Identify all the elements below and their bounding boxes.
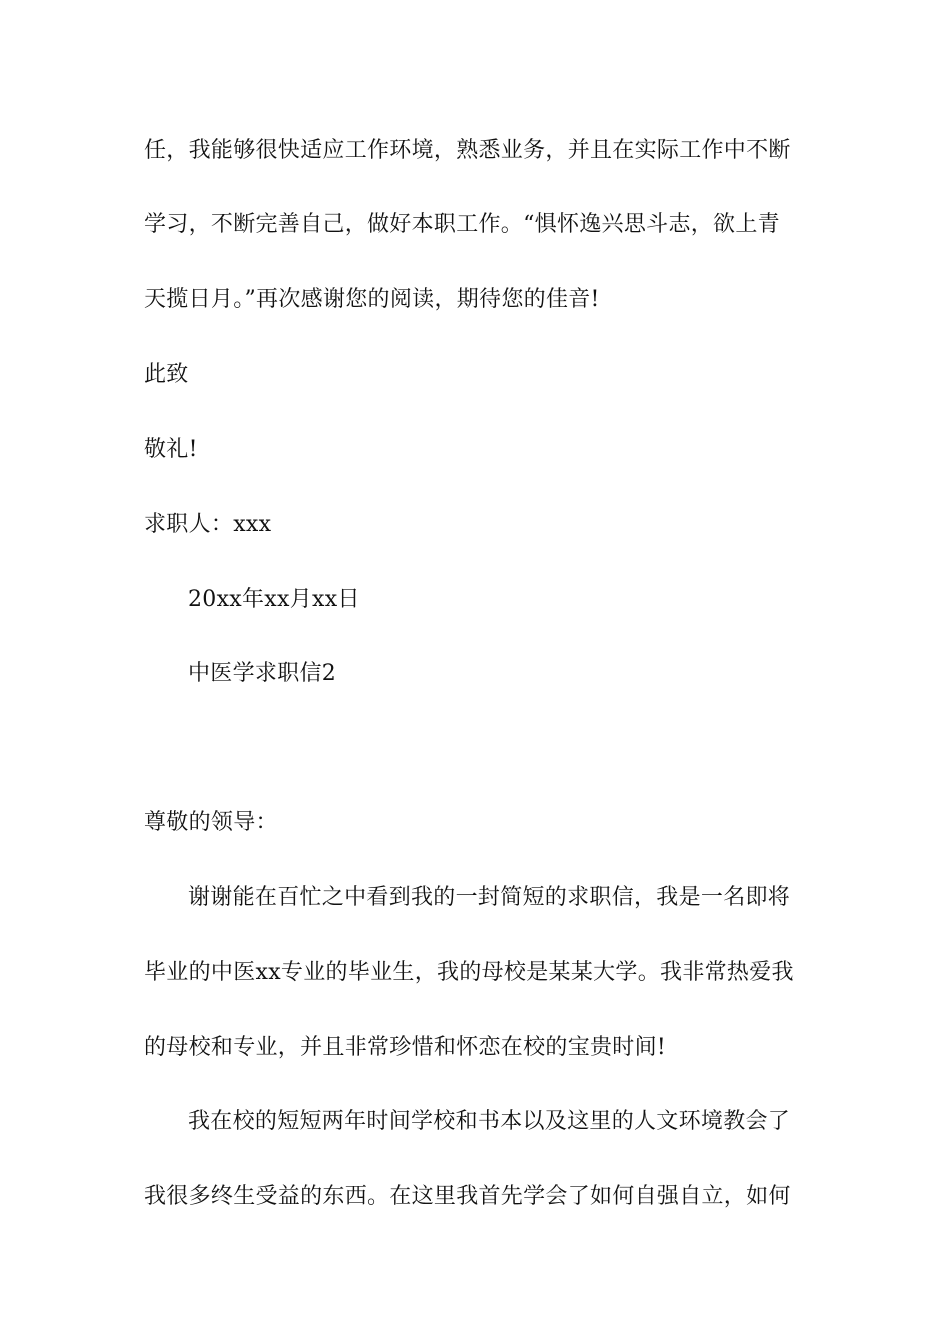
text-line: 我在校的短短两年时间学校和书本以及这里的人文环境教会了 [188, 1109, 791, 1134]
section-title: 中医学求职信2 [188, 661, 337, 686]
letter-date: 20xx年xx月xx日 [188, 587, 360, 612]
text-line: 谢谢能在百忙之中看到我的一封简短的求职信，我是一名即将 [188, 885, 791, 910]
closing-phrase: 此致 [144, 362, 189, 387]
text-line: 任，我能够很快适应工作环境，熟悉业务，并且在实际工作中不断 [144, 138, 791, 163]
text-line: 的母校和专业，并且非常珍惜和怀恋在校的宝贵时间! [144, 1035, 667, 1060]
letter-greeting: 尊敬的领导： [144, 810, 278, 835]
text-line: 学习，不断完善自己，做好本职工作。“惧怀逸兴思斗志，欲上青 [144, 212, 780, 237]
text-line: 天揽日月。”再次感谢您的阅读，期待您的佳音! [144, 287, 600, 312]
text-line: 毕业的中医xx专业的毕业生，我的母校是某某大学。我非常热爱我 [144, 960, 794, 985]
salutation-closing: 敬礼! [144, 437, 198, 462]
text-line: 我很多终生受益的东西。在这里我首先学会了如何自强自立，如何 [144, 1184, 791, 1209]
applicant-name: 求职人：xxx [144, 512, 272, 537]
